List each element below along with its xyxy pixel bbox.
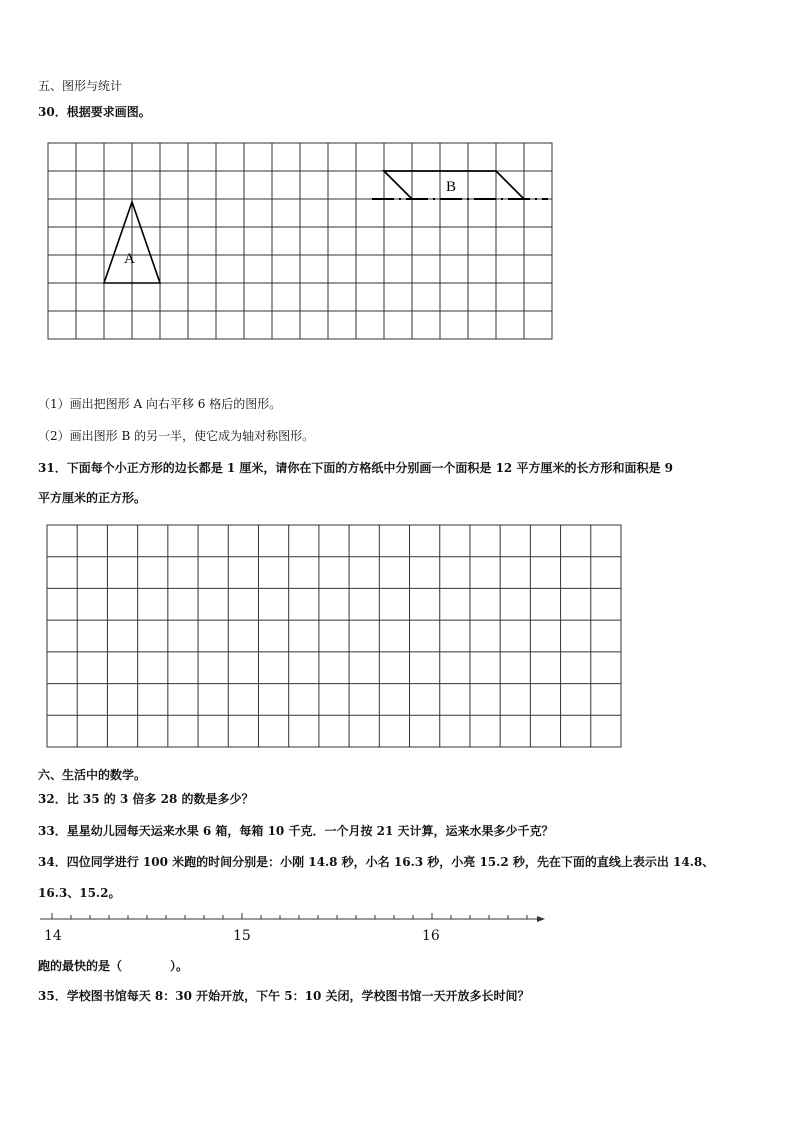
shape-a-label: A (124, 251, 135, 267)
section-6-heading: 六、生活中的数学。 (38, 768, 147, 782)
grid-30 (48, 143, 552, 339)
question-30-title: 30．根据要求画图。 (38, 105, 151, 119)
number-line (40, 913, 545, 922)
question-31-line-1: 31．下面每个小正方形的边长都是 1 厘米，请你在下面的方格纸中分别画一个面积是 12 平方厘米的长方形和面积是 9 (38, 461, 673, 475)
question-32: 32．比 35 的 3 倍多 28 的数是多少？ (38, 792, 254, 806)
question-33: 33．星星幼儿园每天运来水果 6 箱，每箱 10 千克．一个月按 21 天计算，运来水果多少千克？ (38, 824, 554, 838)
question-30-sub-1: （1）画出把图形 A 向右平移 6 格后的图形。 (38, 397, 282, 411)
question-31-line-2: 平方厘米的正方形。 (38, 491, 147, 505)
shape-b-label: B (446, 179, 457, 195)
numberline-label-15: 15 (233, 928, 251, 944)
arrow-head-icon (537, 916, 545, 922)
question-34-answer: 跑的最快的是（ ）。 (38, 959, 189, 973)
question-30-sub-2: （2）画出图形 B 的另一半，使它成为轴对称图形。 (38, 429, 315, 443)
question-35: 35．学校图书馆每天 8：30 开始开放，下午 5：10 关闭，学校图书馆一天开放多长时间？ (38, 989, 530, 1003)
grid-31 (47, 525, 621, 747)
numberline-label-14: 14 (44, 928, 62, 944)
question-34-line-1: 34．四位同学进行 100 米跑的时间分别是：小刚 14.8 秒，小名 16.3 秒，小亮 15.2 秒，先在下面的直线上表示出 14.8、 (38, 855, 715, 869)
numberline-label-16: 16 (422, 928, 440, 944)
question-34-line-2: 16.3、15.2。 (38, 886, 121, 900)
section-5-heading: 五、图形与统计 (38, 79, 123, 93)
